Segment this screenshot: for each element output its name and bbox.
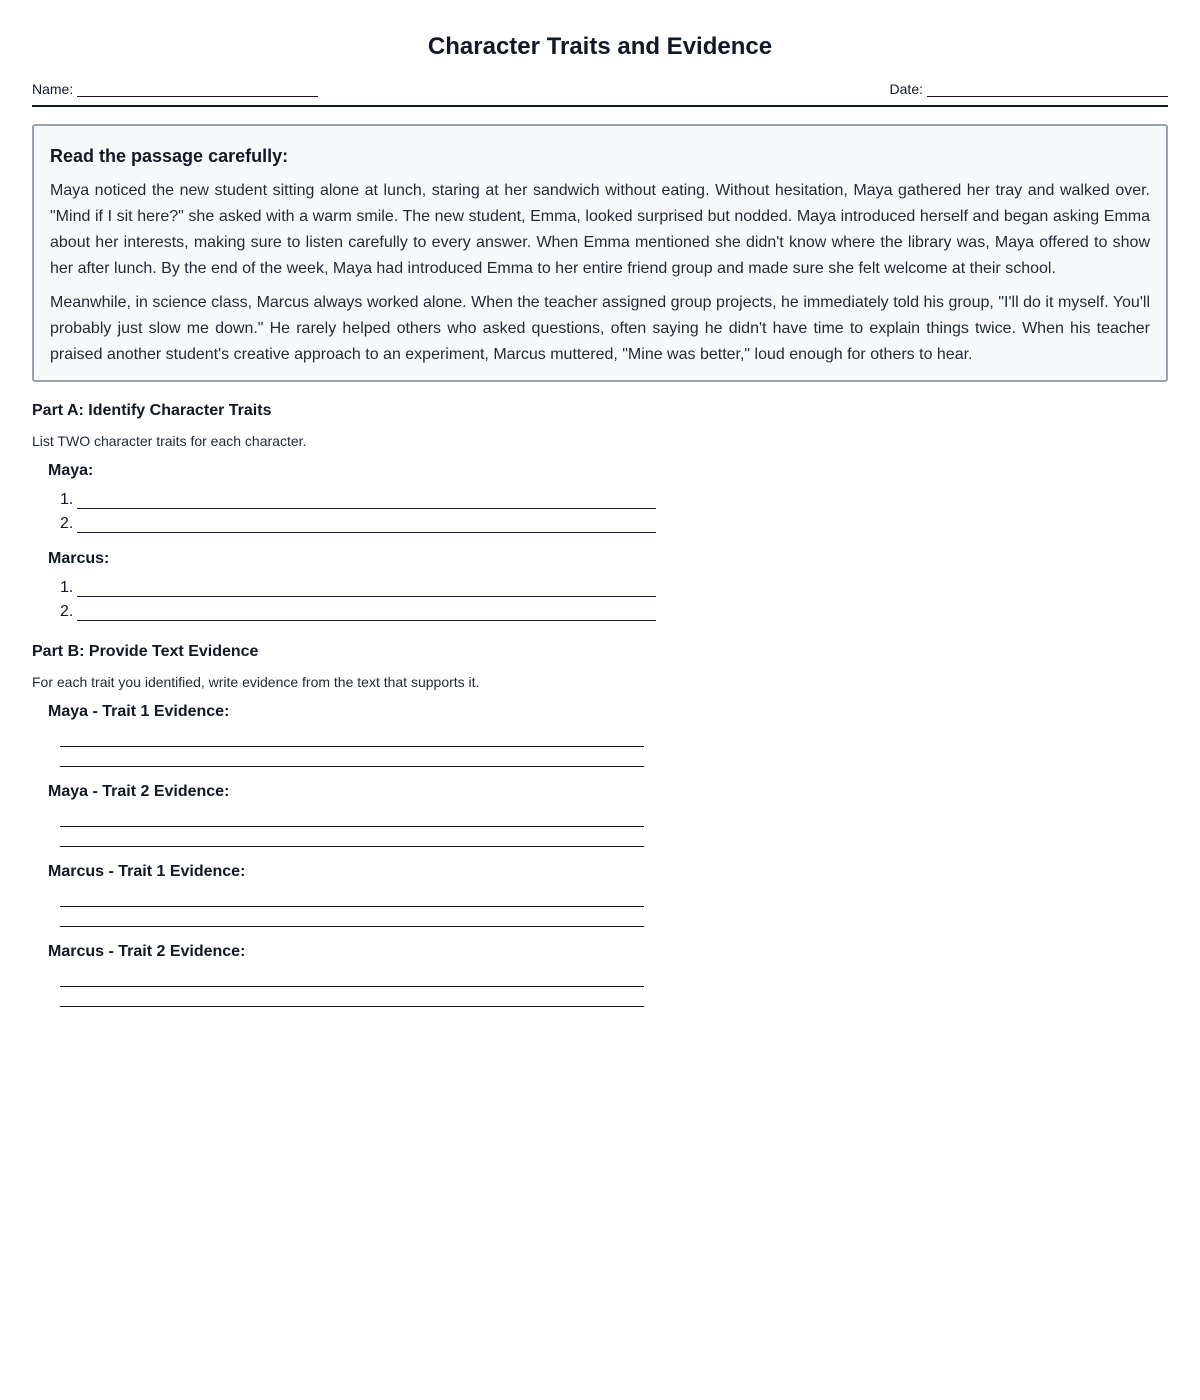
evidence-line[interactable] <box>60 826 644 827</box>
list-item <box>60 485 1168 509</box>
passage-paragraph-marcus: Meanwhile, in science class, Marcus always worked alone. When the teacher assigned group projects, he immediately told his group, "I'll do it myself. You'll probably just slow me down." He rarely helped others who asked questions, often saying he didn't have time to explain things twice. When his teacher praised another student's creative approach to an experiment, Marcus muttered, "Mine was better," loud enough for others to hear. <box>50 294 1150 363</box>
maya-trait-list <box>60 485 1168 533</box>
maya-trait-1-line[interactable] <box>77 490 656 509</box>
maya-trait-label: Maya: <box>48 462 94 479</box>
header-fields <box>32 77 1168 107</box>
item-number: 2. <box>60 515 74 532</box>
date-label: Date: <box>889 81 923 97</box>
evidence-line[interactable] <box>60 906 644 907</box>
worksheet-page <box>32 0 1168 1007</box>
item-number: 2. <box>60 603 74 620</box>
page-title: Character Traits and Evidence <box>427 33 773 60</box>
evidence-line[interactable] <box>60 986 644 987</box>
marcus-trait-1-evidence-label: Marcus - Trait 1 Evidence: <box>48 863 246 880</box>
name-label: Name: <box>32 81 74 97</box>
item-number: 1. <box>60 491 74 508</box>
name-field <box>32 81 318 97</box>
marcus-trait-2-evidence-label: Marcus - Trait 2 Evidence: <box>48 943 246 960</box>
evidence-line[interactable] <box>60 1006 644 1007</box>
item-number: 1. <box>60 579 74 596</box>
evidence-line[interactable] <box>60 746 644 747</box>
part-a-title: Part A: Identify Character Traits <box>32 402 272 419</box>
marcus-trait-2-line[interactable] <box>77 602 656 621</box>
evidence-line[interactable] <box>60 846 644 847</box>
part-b-title: Part B: Provide Text Evidence <box>32 643 259 660</box>
passage-paragraph-maya: Maya noticed the new student sitting alone at lunch, staring at her sandwich without eating. Without hesitation, Maya gathered her tray and walked over. "Mind if I sit here?" she asked with a warm smile. The new student, Emma, looked surprised but nodded. Maya introduced herself and began asking Emma about her interests, making sure to listen carefully to every answer. When Emma mentioned she didn't know where the library was, Maya offered to show her after lunch. By the end of the week, Maya had introduced Emma to her entire friend group and made sure she felt welcome at their school. <box>50 182 1150 277</box>
maya-trait-2-evidence-label: Maya - Trait 2 Evidence: <box>48 783 230 800</box>
date-field <box>890 81 1168 97</box>
list-item <box>60 573 1168 597</box>
list-item <box>60 597 1168 621</box>
marcus-trait-list <box>60 573 1168 621</box>
passage-heading: Read the passage carefully: <box>50 146 289 166</box>
list-item <box>60 509 1168 533</box>
evidence-line[interactable] <box>60 766 644 767</box>
marcus-trait-label: Marcus: <box>48 550 110 567</box>
maya-trait-1-evidence-label: Maya - Trait 1 Evidence: <box>48 703 230 720</box>
evidence-line[interactable] <box>60 926 644 927</box>
name-input-line[interactable] <box>77 82 318 97</box>
date-input-line[interactable] <box>927 82 1168 97</box>
part-a-instruction: List TWO character traits for each character. <box>32 433 307 449</box>
marcus-trait-1-line[interactable] <box>77 578 656 597</box>
part-b-instruction: For each trait you identified, write evidence from the text that supports it. <box>32 674 480 690</box>
maya-trait-2-line[interactable] <box>77 514 656 533</box>
reading-passage-box <box>32 124 1168 382</box>
